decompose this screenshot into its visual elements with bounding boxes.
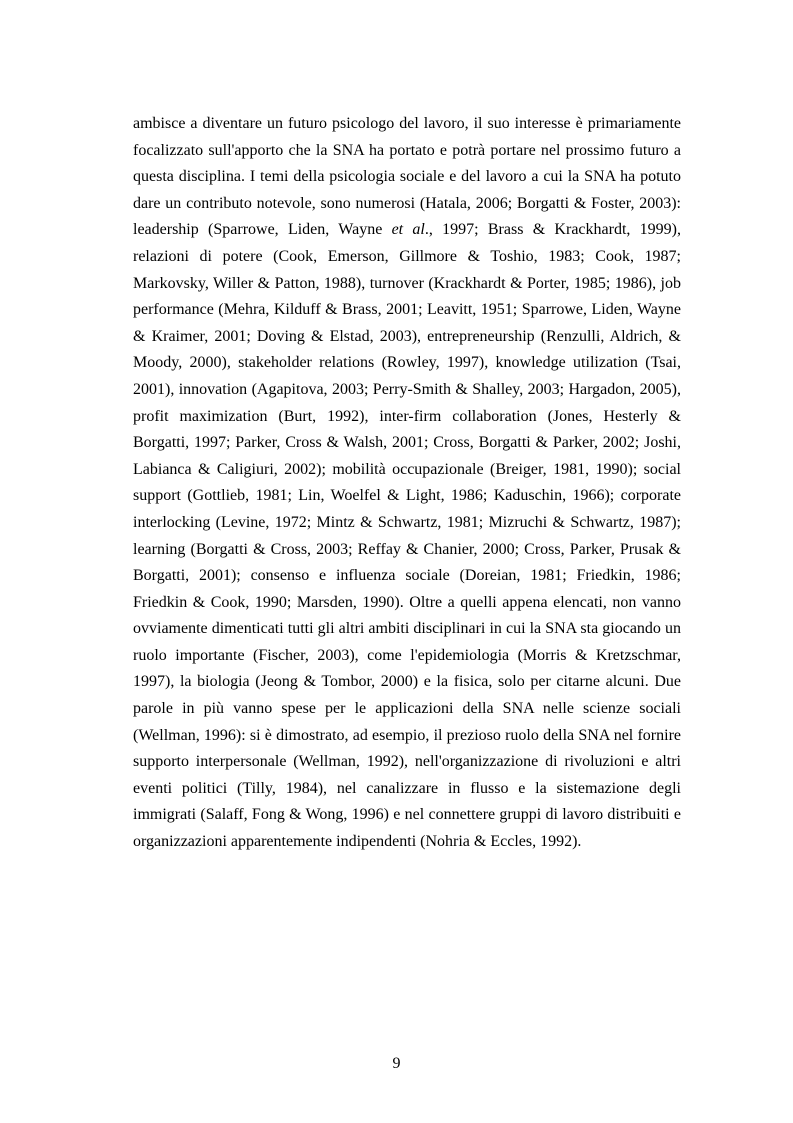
text-line: focalizzato sull'apporto che la SNA ha portato e potrà portare nel prossimo futuro a — [133, 141, 681, 159]
text-line: relazioni di potere (Cook, Emerson, Gillmore & Toshio, 1983; Cook, 1987; — [133, 247, 681, 265]
body-paragraph — [133, 111, 681, 856]
text-line: ambisce a diventare un futuro psicologo del lavoro, il suo interesse è primariamente — [133, 115, 681, 132]
text-line: eventi politici (Tilly, 1984), nel canalizzare in flusso e la sistemazione degli — [133, 779, 681, 797]
text-line: ovviamente dimenticati tutti gli altri ambiti disciplinari in cui la SNA sta giocando un — [133, 620, 681, 638]
page-number: 9 — [392, 1055, 401, 1072]
text-line: parole in più vanno spese per le applicazioni della SNA nelle scienze sociali — [133, 700, 681, 718]
text-line: Labianca & Caligiuri, 2002); mobilità occupazionale (Breiger, 1981, 1990); social — [133, 460, 681, 478]
text-line: ruolo importante (Fischer, 2003), come l'epidemiologia (Morris & Kretzschmar, — [133, 646, 681, 664]
text-line: interlocking (Levine, 1972; Mintz & Schwartz, 1981; Mizruchi & Schwartz, 1987); — [133, 513, 681, 531]
text-line: & Kraimer, 2001; Doving & Elstad, 2003), entrepreneurship (Renzulli, Aldrich, & — [133, 327, 681, 345]
text-line: performance (Mehra, Kilduff & Brass, 2001; Leavitt, 1951; Sparrowe, Liden, Wayne — [133, 301, 681, 319]
text-line: profit maximization (Burt, 1992), inter-firm collaboration (Jones, Hesterly & — [133, 407, 681, 425]
text-line: supporto interpersonale (Wellman, 1992), nell'organizzazione di rivoluzioni e altri — [133, 753, 681, 771]
text-line: 2001), innovation (Agapitova, 2003; Perry-Smith & Shalley, 2003; Hargadon, 2005), — [133, 380, 681, 398]
text-line-last: organizzazioni apparentemente indipendenti (Nohria & Eccles, 1992). — [133, 833, 582, 851]
italic-segment: et al — [391, 221, 425, 239]
text-line: Markovsky, Willer & Patton, 1988), turnover (Krackhardt & Porter, 1985; 1986), job — [133, 274, 681, 292]
text-line: Friedkin & Cook, 1990; Marsden, 1990). Oltre a quelli appena elencati, non vanno — [133, 593, 681, 611]
text-segment: ., 1997; Brass & Krackhardt, 1999), — [424, 221, 681, 239]
text-segment: leadership (Sparrowe, Liden, Wayne — [133, 221, 392, 239]
text-line: learning (Borgatti & Cross, 2003; Reffay & Chanier, 2000; Cross, Parker, Prusak & — [133, 540, 681, 558]
text-line: Borgatti, 1997; Parker, Cross & Walsh, 2001; Cross, Borgatti & Parker, 2002; Joshi, — [133, 434, 681, 452]
text-line: 1997), la biologia (Jeong & Tombor, 2000) e la fisica, solo per citarne alcuni. Due — [133, 673, 681, 691]
text-line: Borgatti, 2001); consenso e influenza sociale (Doreian, 1981; Friedkin, 1986; — [133, 567, 681, 585]
text-line: Moody, 2000), stakeholder relations (Rowley, 1997), knowledge utilization (Tsai, — [133, 354, 681, 372]
text-line: immigrati (Salaff, Fong & Wong, 1996) e nel connettere gruppi di lavoro distribuiti e — [133, 806, 681, 824]
text-line: (Wellman, 1996): si è dimostrato, ad esempio, il prezioso ruolo della SNA nel fornire — [133, 726, 681, 744]
text-line: questa disciplina. I temi della psicologia sociale e del lavoro a cui la SNA ha potuto — [133, 168, 681, 186]
text-line-leadership — [133, 217, 681, 244]
text-line: support (Gottlieb, 1981; Lin, Woelfel & Light, 1986; Kaduschin, 1966); corporate — [133, 487, 681, 505]
text-line: dare un contributo notevole, sono numerosi (Hatala, 2006; Borgatti & Foster, 2003): — [133, 194, 681, 212]
